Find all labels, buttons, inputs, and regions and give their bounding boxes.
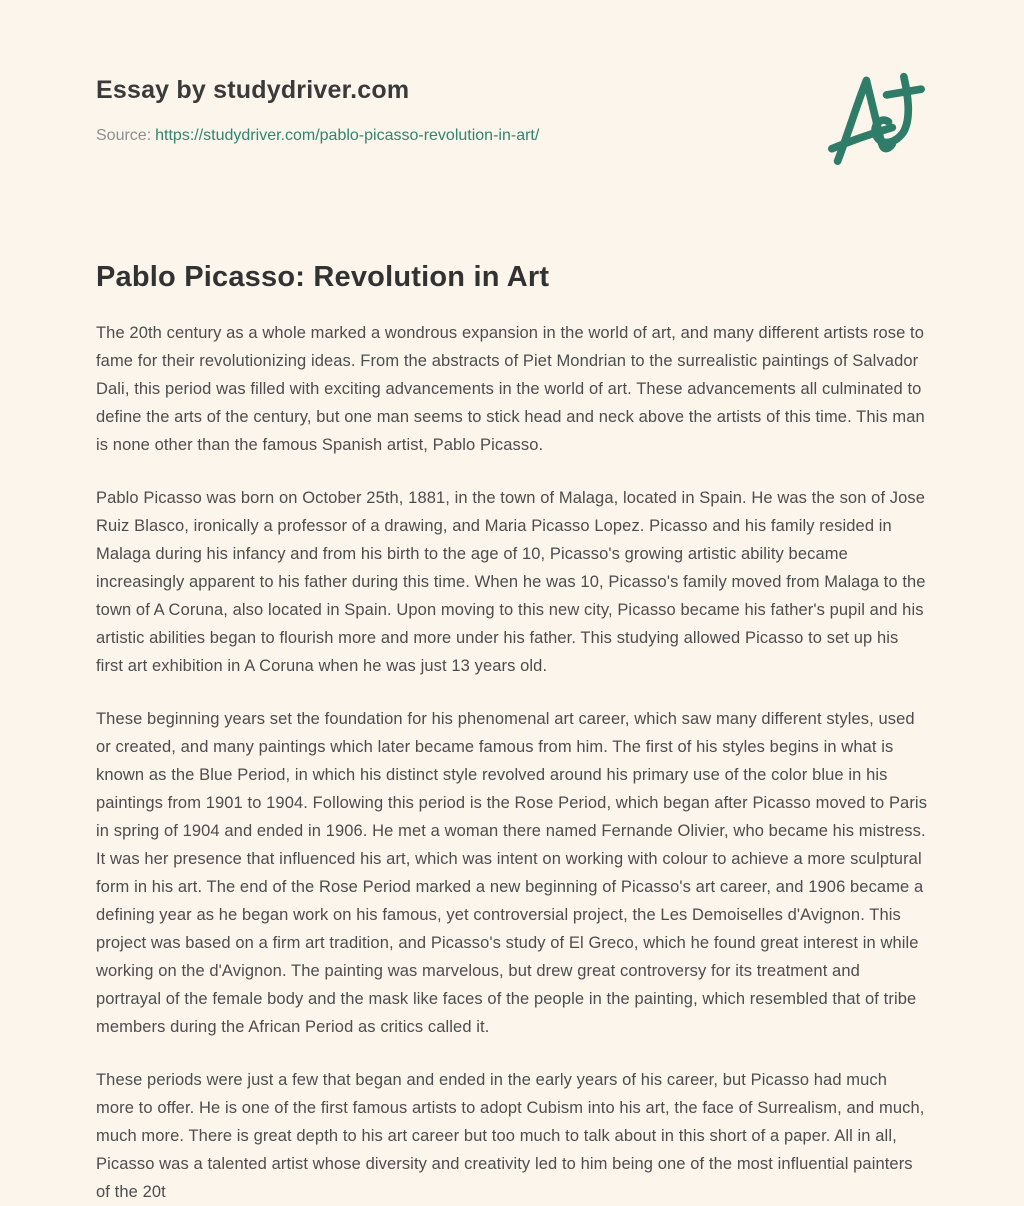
essay-paragraph-4: These periods were just a few that began and ended in the early years of his career, but Picasso had much more to offer. He is one of the first famous artists to adopt Cubism into his art, the face of Surrealism, and much, much more. There is great depth to his art career but too much to talk about in this short of a paper. All in all, Picasso was a talented artist whose diversity and creativity led to him being one of the most influential painters of the 20t	[96, 1071, 925, 1201]
source-label: Source:	[96, 127, 152, 144]
article-title: Pablo Picasso: Revolution in Art	[96, 261, 550, 293]
source-line	[96, 127, 928, 145]
essay-paragraph-3: These beginning years set the foundation for his phenomenal art career, which saw many different styles, used or created, and many paintings which later became famous from him. The first of his styles begins in what is known as the Blue Period, in which his distinct style revolved around his primary use of the color blue in his paintings from 1901 to 1904. Following this period is the Rose Period, which began after Picasso moved to Paris in spring of 1904 and ended in 1906. He met a woman there named Fernande Olivier, who became his mistress. It was her presence that influenced his art, which was intent on working with colour to achieve a more sculptural form in his art. The end of the Rose Period marked a new beginning of Picasso's art career, and 1906 became a defining year as he began work on his famous, yet controversial project, the Les Demoiselles d'Avignon. This project was based on a firm art tradition, and Picasso's study of El Greco, which he found great interest in while working on the d'Avignon. The painting was marvelous, but drew great controversy for its treatment and portrayal of the female body and the mask like faces of the people in the painting, which resembled that of tribe members during the African Period as critics called it.	[96, 710, 928, 1036]
essay-paragraph-1: The 20th century as a whole marked a wondrous expansion in the world of art, and many different artists rose to fame for their revolutionizing ideas. From the abstracts of Piet Mondrian to the surrealistic paintings of Salvador Dali, this period was filled with exciting advancements in the world of art. These advancements all culminated to define the arts of the century, but one man seems to stick head and neck above the artists of this time. This man is none other than the famous Spanish artist, Pablo Picasso.	[96, 324, 925, 454]
essay-body	[96, 319, 928, 1206]
essay-paragraph-2: Pablo Picasso was born on October 25th, 1881, in the town of Malaga, located in Spain. He was the son of Jose Ruiz Blasco, ironically a professor of a drawing, and Maria Picasso Lopez. Picasso and his family resided in Malaga during his infancy and from his birth to the age of 10, Picasso's growing artistic ability became increasingly apparent to his father during this time. When he was 10, Picasso's family moved from Malaga to the town of A Coruna, also located in Spain. Upon moving to this new city, Picasso became his father's pupil and his artistic abilities began to flourish more and more under his father. This studying allowed Picasso to set up his first art exhibition in A Coruna when he was just 13 years old.	[96, 489, 926, 675]
source-link[interactable]: https://studydriver.com/pablo-picasso-revolution-in-art/	[155, 127, 540, 144]
byline: Essay by studydriver.com	[96, 76, 410, 104]
